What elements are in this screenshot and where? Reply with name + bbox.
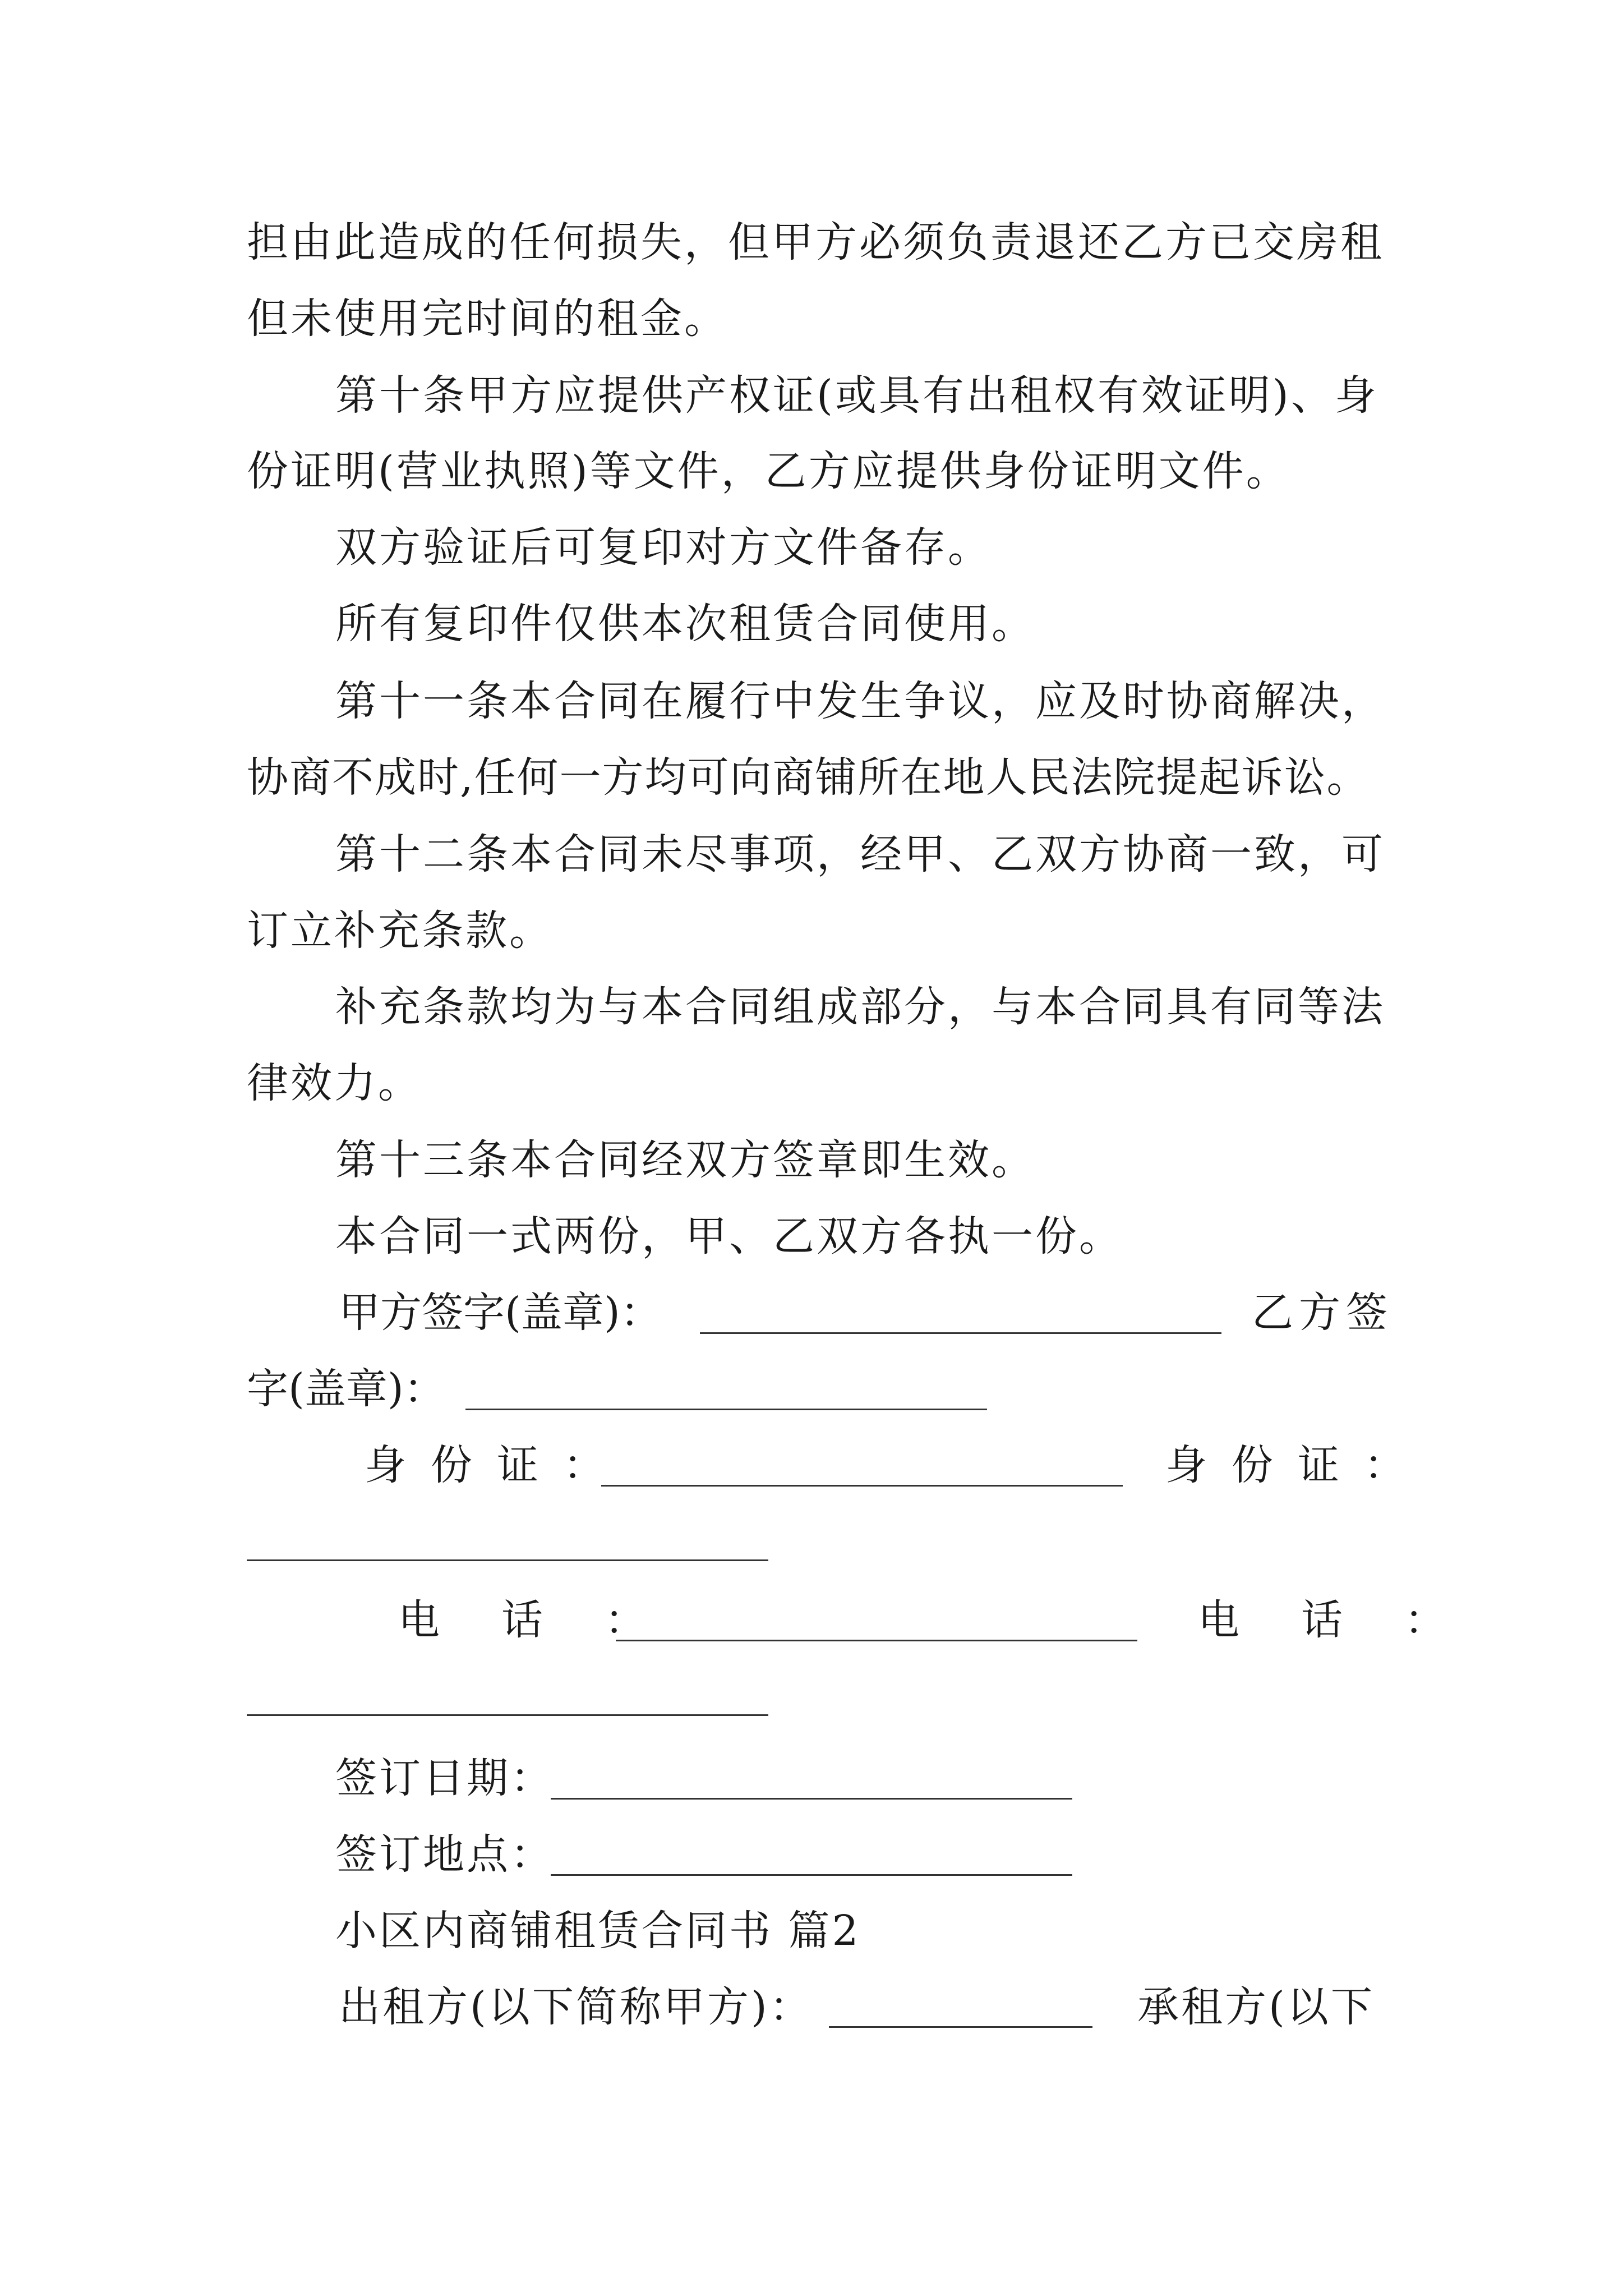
paragraph-line: 双方验证后可复印对方文件备存。 (335, 523, 992, 572)
paragraph-line: 补充条款均为与本合同组成部分，与本合同具有同等法 (335, 983, 1385, 1031)
lessor-label: 出租方(以下简称甲方)： (339, 1983, 813, 2031)
article-11-line: 第十一条本合同在履行中发生争议，应及时协商解决， (335, 677, 1385, 725)
party-b-sign-label: 乙方签 (1252, 1289, 1393, 1337)
paragraph-line: 律效力。 (247, 1059, 422, 1107)
party-a-sign-label: 甲方签字(盖章)： (339, 1289, 662, 1337)
article-13-line: 第十三条本合同经双方签章即生效。 (335, 1136, 1035, 1184)
paragraph-line: 所有复印件仅供本次租赁合同使用。 (335, 600, 1035, 648)
party-a-id-label: 身份证： (365, 1441, 629, 1489)
party-b-sign-blank[interactable] (465, 1409, 987, 1410)
lessor-blank[interactable] (829, 2026, 1092, 2028)
article-10-line: 第十条甲方应提供产权证(或具有出租权有效证明)、身 (335, 371, 1378, 420)
party-b-id-label: 身份证： (1165, 1441, 1430, 1489)
paragraph-line: 本合同一式两份，甲、乙双方各执一份。 (335, 1212, 1123, 1260)
party-b-sign-label-cont: 字(盖章)： (247, 1365, 445, 1413)
party-b-phone-blank[interactable] (247, 1714, 768, 1716)
party-a-phone-label: 电话： (398, 1596, 708, 1644)
lessee-label: 承租方(以下 (1137, 1983, 1375, 2031)
sign-date-label: 签订日期： (335, 1754, 554, 1802)
party-b-id-blank[interactable] (247, 1559, 768, 1561)
party-b-phone-label: 电话： (1198, 1596, 1507, 1644)
paragraph-line: 担由此造成的任何损失，但甲方必须负责退还乙方已交房租 (247, 218, 1384, 266)
paragraph-line: 但未使用完时间的租金。 (247, 295, 728, 343)
party-a-sign-blank[interactable] (700, 1332, 1221, 1334)
paragraph-line: 协商不成时,任何一方均可向商铺所在地人民法院提起诉讼。 (247, 753, 1370, 802)
sign-place-label: 签订地点： (335, 1830, 554, 1879)
paragraph-line: 订立补充条款。 (247, 907, 553, 955)
paragraph-line: 份证明(营业执照)等文件，乙方应提供身份证明文件。 (247, 447, 1290, 495)
sign-date-blank[interactable] (551, 1798, 1072, 1800)
section-2-title: 小区内商铺租赁合同书 篇2 (335, 1907, 861, 1955)
sign-place-blank[interactable] (551, 1874, 1072, 1876)
article-12-line: 第十二条本合同未尽事项，经甲、乙双方协商一致，可 (335, 830, 1385, 878)
party-a-phone-blank[interactable] (616, 1640, 1137, 1641)
party-a-id-blank[interactable] (601, 1485, 1123, 1487)
